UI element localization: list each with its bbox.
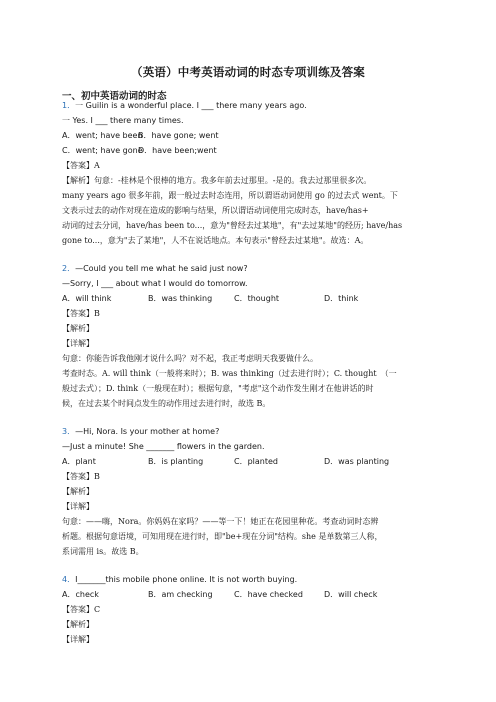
answer-label: 【答案】B [62,472,100,481]
question-2-stem: 2．—Could you tell me what he said just now? [62,264,248,273]
explanation-line: 【解析】句意：-桂林是个很棒的地方。我多年前去过那里。-是的。我去过那里很多次。 [62,176,372,185]
option-c: C．have checked [234,590,303,599]
explanation-line: many years ago 很多年前，跟一般过去时态连用，所以谓语动词使用 go 的过去式 went。下 [62,191,398,200]
question-number: 2． [62,264,76,273]
question-3-stem-reply: —Just a minute! She _______ flowers in the garden. [62,442,265,451]
explanation-line: 般过去式）；D. think（一般现在时）；根据句意，"考虑"这个动作发生刚才在他讲话的时 [62,384,374,393]
explanation-line: 句意：——嗨，Nora。你妈妈在家吗？——等一下！她正在花园里种花。考查动词时态辨 [62,517,379,526]
question-4-stem: 4．I_______this mobile phone online. It is not worth buying. [62,575,298,584]
option-d: D．will check [324,590,378,599]
page-title: （英语）中考英语动词的时态专项训练及答案 [131,65,365,79]
explanation-line: 文表示过去的动作对现在造成的影响与结果，所以谓语动词使用完成时态，have/has+ [62,206,369,215]
explanation-line: 句意：你能告诉我他刚才说什么吗？对不起，我正考虑明天我要做什么。 [62,354,318,363]
analysis-label: 【解析】 [62,620,94,629]
analysis-label: 【解析】 [62,324,94,333]
question-2-stem-reply: —Sorry, I ___ about what I would do tomorrow. [62,279,248,288]
answer-label: 【答案】B [62,309,100,318]
option-a: A．plant [62,457,96,466]
option-d: D．have been;went [138,146,217,155]
option-a: A．check [62,590,99,599]
question-number: 4． [62,575,76,584]
detail-label: 【详解】 [62,339,94,348]
option-d: D．was planting [324,457,390,466]
question-1-stem: 1．一 Guilin is a wonderful place. I ___ there many years ago. [62,101,307,110]
explanation-line: 动词的过去分词，have/has been to...，意为"曾经去过某地"，有"去过某地"的经历; have/has [62,221,403,230]
explanation-line: 系词需用 is。故选 B。 [62,547,144,556]
question-number: 3． [62,427,76,436]
question-number: 1． [62,101,76,110]
option-d: D．think [324,294,359,303]
option-c: C．went; have gone [62,146,143,155]
question-1-options-row2 [62,144,217,158]
question-4-options [62,588,377,602]
explanation-line: gone to...，意为"去了某地"，人不在说话地点。本句表示"曾经去过某地"。故选：A。 [62,236,369,245]
question-3-options [62,455,389,469]
option-a: A．went; have been [62,131,143,140]
detail-label: 【详解】 [62,502,94,511]
option-c: C．planted [234,457,278,466]
detail-label: 【详解】 [62,635,94,644]
question-1-options-row1 [62,129,219,143]
analysis-label: 【解析】 [62,487,94,496]
option-b: B．have gone; went [138,131,219,140]
answer-label: 【答案】A [62,161,100,170]
option-a: A．will think [62,294,112,303]
section-heading: 一、初中英语动词的时态 [62,91,167,102]
question-1-stem-reply: 一 Yes. I ___ there many times. [62,116,184,125]
explanation-line: 考查时态。A. will think（一般将来时）；B. was thinking（过去进行时）；C. thought （一 [62,369,397,378]
question-2-options [62,292,358,306]
option-b: B．is planting [148,457,204,466]
option-c: C．thought [234,294,280,303]
question-3-stem: 3．—Hi, Nora. Is your mother at home? [62,427,220,436]
explanation-line: 析题。根据句意语境，可知用现在进行时，即"be+现在分词"结构。she 是单数第三人称， [62,532,383,541]
answer-label: 【答案】C [62,605,101,614]
option-b: B．was thinking [148,294,213,303]
explanation-line: 候，在过去某个时间点发生的动作用过去进行时，故选 B。 [62,399,271,408]
option-b: B．am checking [148,590,213,599]
